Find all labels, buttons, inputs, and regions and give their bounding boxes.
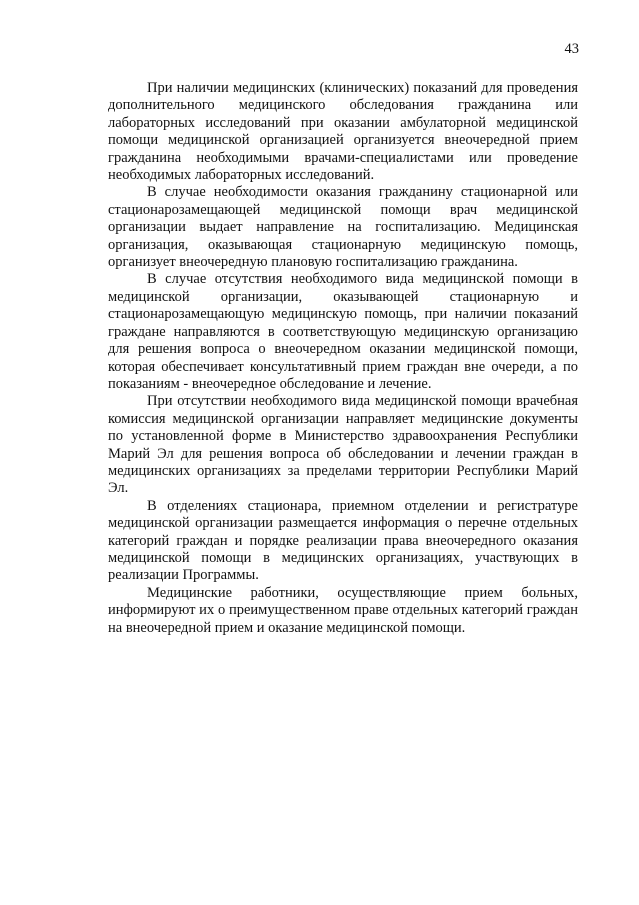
- page-number: 43: [564, 41, 579, 57]
- paragraph-4: При отсутствии необходимого вида медицинской помощи врачебная комиссия медицинской организации направляет медицинские документы по установленной форме в Министерство здравоохранения Республики Марий Эл для решения вопроса об обследовании и лечении граждан в медицинских организациях за пределами территории Республики Марий Эл.: [108, 393, 578, 497]
- paragraph-2: В случае необходимости оказания гражданину стационарной или стационарозамещающей медицинской помощи врач медицинской организации выдает направление на госпитализацию. Медицинская организация, оказывающая стационарную медицинскую помощь, организует внеочередную плановую госпитализацию гражданина.: [108, 184, 578, 271]
- paragraph-3: В случае отсутствия необходимого вида медицинской помощи в медицинской организации, оказывающей стационарную и стационарозамещающую медицинскую помощь, при наличии показаний граждане направляются в соответствующую медицинскую организацию для решения вопроса о внеочередном оказании медицинской помощи, которая обеспечивает консультативный прием граждан вне очереди, а по показаниям - внеочередное обследование и лечение.: [108, 271, 578, 392]
- paragraph-5: В отделениях стационара, приемном отделении и регистратуре медицинской организации размещается информация о перечне отдельных категорий граждан и порядке реализации права внеочередного оказания медицинской помощи в медицинских организациях, участвующих в реализации Программы.: [108, 497, 578, 584]
- paragraph-1: При наличии медицинских (клинических) показаний для проведения дополнительного медицинского обследования гражданина или лабораторных исследований при оказании амбулаторной медицинской помощи медицинской организацией организуется внеочередной прием гражданина необходимыми врачами-специалистами или проведение необходимых лабораторных исследований.: [108, 80, 578, 184]
- document-body: [108, 80, 578, 637]
- paragraph-6: Медицинские работники, осуществляющие прием больных, информируют их о преимущественном праве отдельных категорий граждан на внеочередной прием и оказание медицинской помощи.: [108, 584, 578, 636]
